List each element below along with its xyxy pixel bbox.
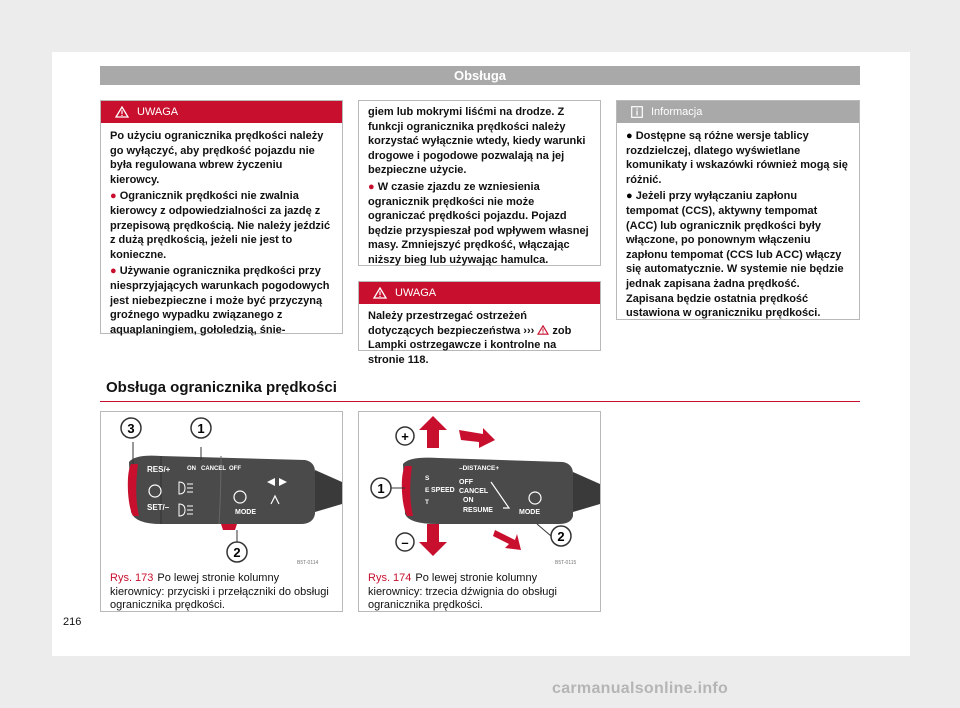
warning-body [359,101,600,268]
info-icon [631,106,643,118]
warning-reference: Należy przestrzegać ostrzeżeń dotyczących bezpieczeństwa ››› zob Lampki ostrzegawcze i kontrolne na stronie 118. [368,310,572,366]
bullet-icon: ● [368,180,378,193]
set-t-label: T [425,499,429,506]
off-label: OFF [229,466,241,472]
info-header [617,101,859,123]
reference-arrows: ››› [523,324,535,337]
resume-label: RESUME [463,507,493,514]
callout-minus-label: – [401,535,409,550]
page-number: 216 [63,616,82,628]
arrow-right-up-icon [459,428,495,448]
speed-label: SPEED [431,487,455,494]
watermark: carmanualsonline.info [552,680,729,697]
figure-code: B5T-0114 [297,560,319,565]
arrow-up-icon [419,416,447,448]
warning-paragraph: Po użyciu ogranicznika prędkości należy go wyłączyć, aby prędkość pojazdu nie była regulowana wbrew życzeniu kierowcy. [110,130,324,186]
page-header: Obsługa [100,66,860,85]
distance-label: –DISTANCE+ [459,465,500,472]
info-paragraph: ● Dostępne są różne wersje tablicy rozdzielczej, dlatego wyświetlane komunikaty i wskazówki również mogą się różnić. [626,130,848,186]
info-box [616,100,860,320]
off-label: OFF [459,479,473,486]
section-title: Obsługa ogranicznika prędkości [106,379,337,396]
warning-body [101,123,342,337]
warning-box-1-continued [358,100,601,266]
warning-body [359,304,600,367]
callout-2-label: 2 [557,529,565,544]
callout-plus-label: + [401,429,409,444]
cancel-label: CANCEL [201,466,226,472]
reference-link[interactable]: zob Lampki ostrzegawcze i kontrolne na stronie 118. [368,324,572,366]
figure-caption: Rys. 173 Po lewej stronie kolumny kierownicy: przyciski i przełączniki do obsługi ogranicznika prędkości. [110,572,329,611]
info-body [617,123,859,321]
figure-174 [358,411,601,612]
mode-label: MODE [235,509,256,516]
figure-caption: Rys. 174 Po lewej stronie kolumny kierownicy: trzecia dźwignia do obsługi ogranicznika prędkości. [368,572,557,611]
callout-1-label: 1 [377,481,385,496]
callout-1-label: 1 [197,421,205,436]
arrow-right-down-icon [493,530,521,550]
warning-box-1 [100,100,343,334]
warning-title: UWAGA [395,287,437,299]
stalk-buttons-illustration [101,412,342,565]
figure-173 [100,411,343,612]
on-label: ON [187,466,196,472]
figure-code: B5T-0115 [555,560,577,565]
warning-triangle-icon [373,287,387,299]
figure-number: Rys. 174 [368,572,412,584]
warning-header [359,282,600,304]
info-paragraph: ● Jeżeli przy wyłączaniu zapłonu tempomat (CCS), aktywny tempomat (ACC) lub ogranicznik prędkości były włączone, po ponownym włączeniu zapłonu tempomat (CCS lub ACC) włączy się automatycznie. W systemie nie będzie jednak zapisana żadna prędkość. Zapisana będzie ostatnia prędkość ustawiona w ograniczniku prędkości. [626,190,844,320]
bullet-icon: ● [110,265,120,278]
bullet-icon: ● [626,130,636,142]
set-s-label: S [425,475,430,482]
res-label: RES/+ [147,465,171,474]
warning-paragraph: ● Używanie ogranicznika prędkości przy niesprzyjających warunkach pogodowych jest niebezpieczne i może być przyczyną groźnego wypadku związanego z aquaplaningiem, gołoledzią, śnie- [110,265,330,336]
section-divider [100,401,860,402]
warning-paragraph: giem lub mokrymi liśćmi na drodze. Z funkcji ogranicznika prędkości należy korzystać wyłącznie wtedy, kiedy warunki drogowe i pogodowe pozwalają na jej bezpieczne użycie. [368,106,586,177]
arrow-down-icon [419,524,447,556]
warning-header [101,101,342,123]
warning-title: UWAGA [137,106,179,118]
callout-2-label: 2 [233,545,241,560]
info-title: Informacja [651,106,703,118]
set-e-label: E [425,487,430,494]
warning-triangle-icon [115,106,129,118]
bullet-icon: ● [626,190,636,203]
warning-box-2 [358,281,601,366]
warning-paragraph: ● Ogranicznik prędkości nie zwalnia kierowcy z odpowiedzialności za jazdę z przepisową prędkością. Nie należy jeździć z dużą prędkością, jeżeli nie jest to konieczne. [110,190,331,261]
set-label: SET/– [147,503,170,512]
on-label: ON [463,497,474,504]
callout-3-label: 3 [127,421,135,436]
third-lever-illustration [359,412,600,565]
mode-label: MODE [519,509,540,516]
warning-triangle-icon [537,325,549,335]
figure-number: Rys. 173 [110,572,154,584]
cancel-label: CANCEL [459,488,489,495]
warning-paragraph: ● W czasie zjazdu ze wzniesienia ogranicznik prędkości nie może ograniczać prędkości pojazdu. Pojazd będzie przyspieszał pod wpływem własnej masy. Zmniejszyć prędkość, włączając niższy bieg lub używając hamulca. [368,180,589,266]
bullet-icon: ● [110,190,120,203]
